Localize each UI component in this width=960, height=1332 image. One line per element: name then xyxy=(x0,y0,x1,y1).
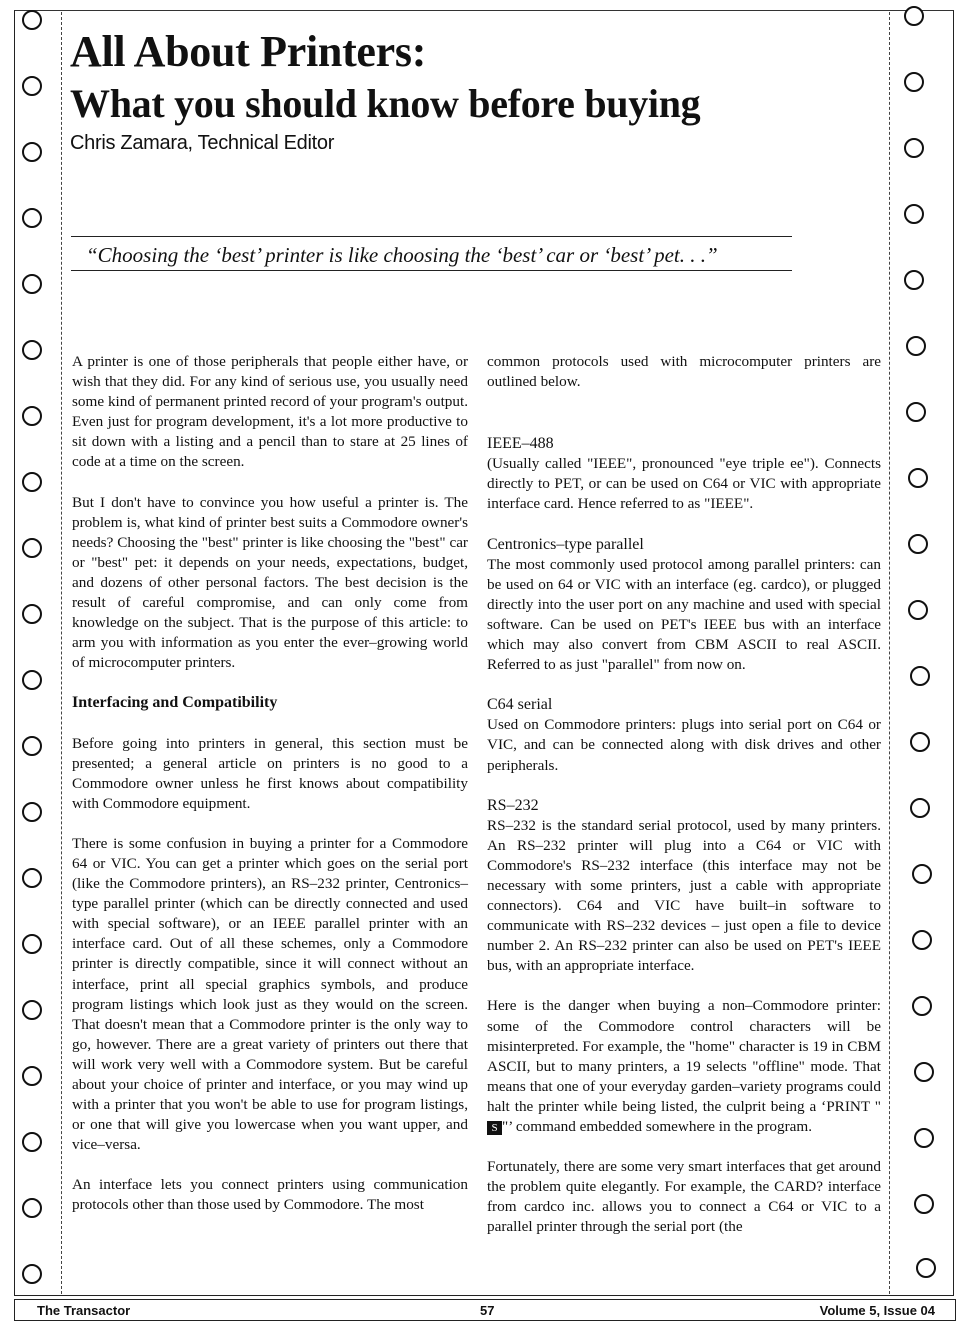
protocol-description-rs232: RS–232 is the standard serial protocol, used by many printers. An RS–232 printer will plug into a C64 or VIC with Commodore's RS–232 interface (this interface may not be necessary with some printers, just a cable with appropriate connectors). C64 and VIC have built–in software to communicate with RS–232 devices – just open a file to device number 2. An RS–232 printer can also be used on PET's IEEE bus, with an appropriate interface. xyxy=(487,816,881,975)
tractor-hole-icon xyxy=(22,340,42,360)
pull-quote: “Choosing the ‘best’ printer is like choosing the ‘best’ car or ‘best’ pet. . .” xyxy=(86,243,718,267)
article-subtitle: What you should know before buying xyxy=(70,81,701,126)
tractor-hole-icon xyxy=(908,468,928,488)
author-byline: Chris Zamara, Technical Editor xyxy=(70,132,335,154)
tractor-hole-icon xyxy=(22,472,42,492)
protocol-heading-parallel: Centronics–type parallel xyxy=(487,535,644,553)
article-title: All About Printers: xyxy=(70,27,427,76)
tractor-hole-icon xyxy=(22,10,42,30)
tractor-hole-icon xyxy=(904,6,924,26)
right-column xyxy=(487,352,881,1237)
protocol-heading-ieee: IEEE–488 xyxy=(487,435,554,453)
intro-paragraph: A printer is one of those peripherals that people either have, or wish that they did. For any kind of serious use, you usually need some kind of permanent printed record of your program's output. Even just for program development, it's a lot more productive to sit down with a listing and a pencil than to stare at 25 lines of code at a time on the screen. xyxy=(72,353,468,471)
tractor-hole-icon xyxy=(906,336,926,356)
tractor-hole-icon xyxy=(906,402,926,422)
quote-rule-bottom xyxy=(71,270,792,271)
tractor-hole-icon xyxy=(22,76,42,96)
tractor-hole-icon xyxy=(22,670,42,690)
tractor-hole-icon xyxy=(904,72,924,92)
left-column xyxy=(72,352,468,1216)
tractor-hole-icon xyxy=(22,1264,42,1284)
tractor-hole-icon xyxy=(22,1066,42,1086)
tractor-hole-icon xyxy=(912,864,932,884)
danger-paragraph xyxy=(487,996,881,1137)
tractor-hole-icon xyxy=(22,1000,42,1020)
tractor-hole-icon xyxy=(22,934,42,954)
tractor-hole-icon xyxy=(22,1198,42,1218)
tractor-hole-icon xyxy=(22,142,42,162)
body-paragraph: An interface lets you connect printers using communication protocols other than those used by Commodore. The most xyxy=(72,1176,468,1214)
section-heading: Interfacing and Compatibility xyxy=(72,694,278,712)
protocol-heading-serial: C64 serial xyxy=(487,696,553,714)
right-perforation-line xyxy=(889,12,890,1294)
tractor-hole-icon xyxy=(22,736,42,756)
tractor-hole-icon xyxy=(908,600,928,620)
protocol-description-parallel: The most commonly used protocol among parallel printers: can be used on 64 or VIC with an interface (eg. cardco), or plugged directly into the user port on any machine and used with special software. Can be used on PET's IEEE bus with an interface which may also convert from CBM ASCII to real ASCII. Referred to as just "parallel" from now on. xyxy=(487,555,881,674)
protocol-description-ieee: (Usually called "IEEE", pronounced "eye triple ee"). Connects directly to PET, or can be used on C64 or VIC with appropriate interface card. Hence referred to as "IEEE". xyxy=(487,455,881,513)
page-number: 57 xyxy=(480,1303,495,1318)
reverse-s-control-char-icon: S xyxy=(487,1121,502,1135)
tractor-hole-icon xyxy=(904,270,924,290)
tractor-hole-icon xyxy=(22,274,42,294)
tractor-hole-icon xyxy=(912,996,932,1016)
tractor-hole-icon xyxy=(904,204,924,224)
quote-rule-top xyxy=(71,236,792,237)
body-paragraph: But I don't have to convince you how useful a printer is. The problem is, what kind of printer best suits a Commodore owner's needs? Choosing the "best" printer is like choosing the "best" car or "best" pet: it depends on your needs, expectations, budget, and dozens of other personal factors. The best decision is the result of careful compromise, and can only come from knowledge on the subject. That is the purpose of this article: to arm you with information as you enter the ever–growing world of microcomputer printers. xyxy=(72,493,468,672)
tractor-hole-icon xyxy=(22,406,42,426)
body-paragraph: Before going into printers in general, this section must be presented; a general article on printers is no good to a Commodore owner unless he first knows about compatibility with Commodore equipment. xyxy=(72,734,468,812)
tractor-hole-icon xyxy=(910,798,930,818)
tractor-hole-icon xyxy=(22,538,42,558)
tractor-hole-icon xyxy=(914,1128,934,1148)
protocol-description-serial: Used on Commodore printers: plugs into serial port on C64 or VIC, and can be connected along with disk drives and other peripherals. xyxy=(487,716,881,774)
tractor-hole-icon xyxy=(22,802,42,822)
issue-label: Volume 5, Issue 04 xyxy=(819,1303,935,1318)
publication-name: The Transactor xyxy=(37,1303,131,1318)
tractor-hole-icon xyxy=(912,930,932,950)
tractor-hole-icon xyxy=(910,732,930,752)
page-footer xyxy=(14,1299,956,1321)
tractor-hole-icon xyxy=(914,1062,934,1082)
danger-text-after: "’ command embedded somewhere in the program. xyxy=(502,1118,812,1135)
body-paragraph: Fortunately, there are some very smart interfaces that get around the problem quite elegantly. For example, the CARD? interface from cardco inc. allows you to connect a C64 or VIC to a parallel printer through the serial port (the xyxy=(487,1158,881,1236)
tractor-hole-icon xyxy=(22,868,42,888)
tractor-hole-icon xyxy=(914,1194,934,1214)
tractor-hole-icon xyxy=(904,138,924,158)
tractor-hole-icon xyxy=(22,604,42,624)
body-paragraph: common protocols used with microcomputer printers are outlined below. xyxy=(487,353,881,391)
protocol-heading-rs232: RS–232 xyxy=(487,796,539,814)
tractor-hole-icon xyxy=(908,534,928,554)
left-perforation-line xyxy=(61,12,62,1294)
body-paragraph: There is some confusion in buying a printer for a Commodore 64 or VIC. You can get a printer which goes on the serial port (like the Commodore printers), an RS–232 printer, Centronics–type parallel printer (which can be directly connected and used with special software), or an IEEE parallel printer with an interface card. Out of all these schemes, only a Commodore printer is directly compatible, since it will connect without an interface, print all special graphics symbols, and produce program listings which look just as they would on the screen. That doesn't mean that a Commodore printer is the only way to go, however. There are a great variety of printers out there that will work very well with a Commodore system. But be careful about your choice of printer and interface, or you may wind up with a printer that you won't be able to use for program listings, or one that will give you lowercase when you want upper, and vice–versa. xyxy=(72,834,468,1154)
tractor-hole-icon xyxy=(22,208,42,228)
tractor-hole-icon xyxy=(910,666,930,686)
tractor-hole-icon xyxy=(916,1258,936,1278)
danger-text-before: Here is the danger when buying a non–Commodore printer: some of the Commodore control characters will be misinterpreted. For example, the "home" character is 19 in CBM ASCII, but to many printers, a 19 selects "offline" mode. That means that one of your everyday garden–variety programs could halt the printer while being listed, the culprit being a ‘PRINT " xyxy=(487,997,881,1115)
tractor-hole-icon xyxy=(22,1132,42,1152)
